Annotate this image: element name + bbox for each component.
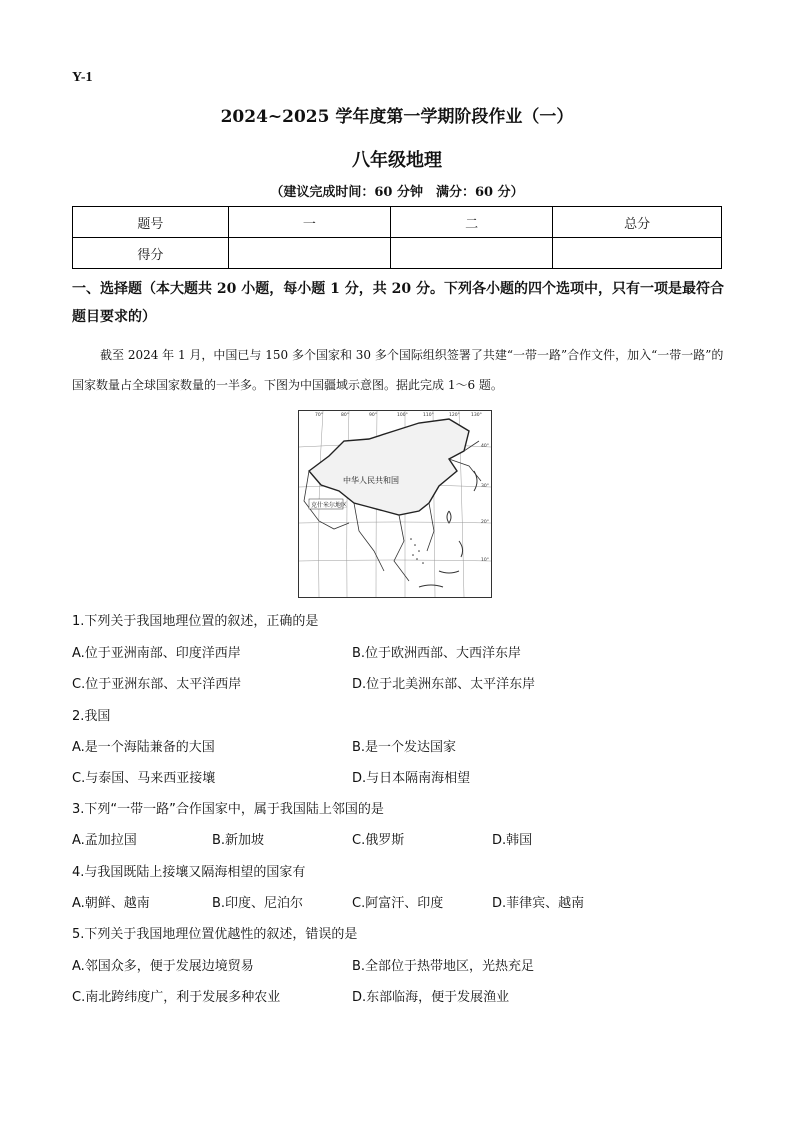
question-stem: 2.我国 [72,709,111,724]
lat-tick: 10° [481,558,489,563]
lat-tick: 20° [481,520,489,525]
header-cell: 一 [228,207,390,238]
lon-tick: 90° [369,413,377,418]
question-stem: 1.下列关于我国地理位置的叙述，正确的是 [72,614,319,629]
option[interactable]: C.俄罗斯 [352,833,405,848]
option[interactable]: D.东部临海，便于发展渔业 [352,990,510,1005]
option[interactable]: D.与日本隔南海相望 [352,771,471,786]
score-table [72,206,722,269]
option[interactable]: D.菲律宾、越南 [492,896,585,911]
lat-tick: 30° [481,484,489,489]
option[interactable]: A.朝鲜、越南 [72,896,150,911]
section-heading: 一、选择题（本大题共 20 小题，每小题 1 分，共 20 分。下列各小题的四个选项中，只有一项是最符合题目要求的） [72,281,724,325]
header-cell: 二 [391,207,553,238]
score-cell[interactable] [228,238,390,269]
option[interactable]: B.位于欧洲西部、大西洋东岸 [352,646,522,661]
option[interactable]: D.韩国 [492,833,533,848]
header-cell: 题号 [73,207,229,238]
map-label-kashmir: 克什米尔地区 [311,502,348,509]
exam-title: 2024~2025 学年度第一学期阶段作业（一） [220,107,574,127]
lon-tick: 80° [341,413,349,418]
lon-tick: 120° [449,413,460,418]
question-stem: 3.下列“一带一路”合作国家中，属于我国陆上邻国的是 [72,802,384,817]
question-stem: 5.下列关于我国地理位置优越性的叙述，错误的是 [72,927,358,942]
option[interactable]: B.全部位于热带地区，光热充足 [352,959,535,974]
option[interactable]: B.是一个发达国家 [352,740,457,755]
score-table-header-row [73,207,722,238]
option[interactable]: C.阿富汗、印度 [352,896,444,911]
option[interactable]: D.位于北美洲东部、太平洋东岸 [352,677,536,692]
option[interactable]: A.是一个海陆兼备的大国 [72,740,215,755]
score-table-score-row [73,238,722,269]
lat-tick: 40° [481,444,489,449]
china-territory-map [298,410,492,598]
lon-tick: 100° [397,413,408,418]
map-drawing [299,411,491,597]
option[interactable]: C.南北跨纬度广，利于发展多种农业 [72,990,281,1005]
paper-code: Y-1 [72,70,93,85]
score-cell[interactable] [391,238,553,269]
option[interactable]: C.与泰国、马来西亚接壤 [72,771,216,786]
row-label: 得分 [73,238,229,269]
lon-tick: 130° [471,413,482,418]
option[interactable]: A.邻国众多，便于发展边境贸易 [72,959,254,974]
score-cell[interactable] [553,238,722,269]
option[interactable]: C.位于亚洲东部、太平洋西岸 [72,677,242,692]
exam-note: （建议完成时间：60 分钟 满分：60 分） [270,185,524,200]
option[interactable]: B.印度、尼泊尔 [212,896,304,911]
section-intro: 截至 2024 年 1 月，中国已与 150 多个国家和 30 多个国际组织签署了共建“一带一路”合作文件，加入“一带一路”的国家数量占全球国家数量的一半多。下图为中国疆域示意图。据此完成 1～6 题。 [72,348,724,392]
lon-tick: 110° [423,413,434,418]
exam-subtitle: 八年级地理 [352,150,442,171]
option[interactable]: A.孟加拉国 [72,833,137,848]
map-label-china: 中华人民共和国 [343,476,399,485]
question-stem: 4.与我国既陆上接壤又隔海相望的国家有 [72,865,306,880]
option[interactable]: A.位于亚洲南部、印度洋西岸 [72,646,241,661]
header-cell: 总分 [553,207,722,238]
lon-tick: 70° [315,413,323,418]
option[interactable]: B.新加坡 [212,833,265,848]
